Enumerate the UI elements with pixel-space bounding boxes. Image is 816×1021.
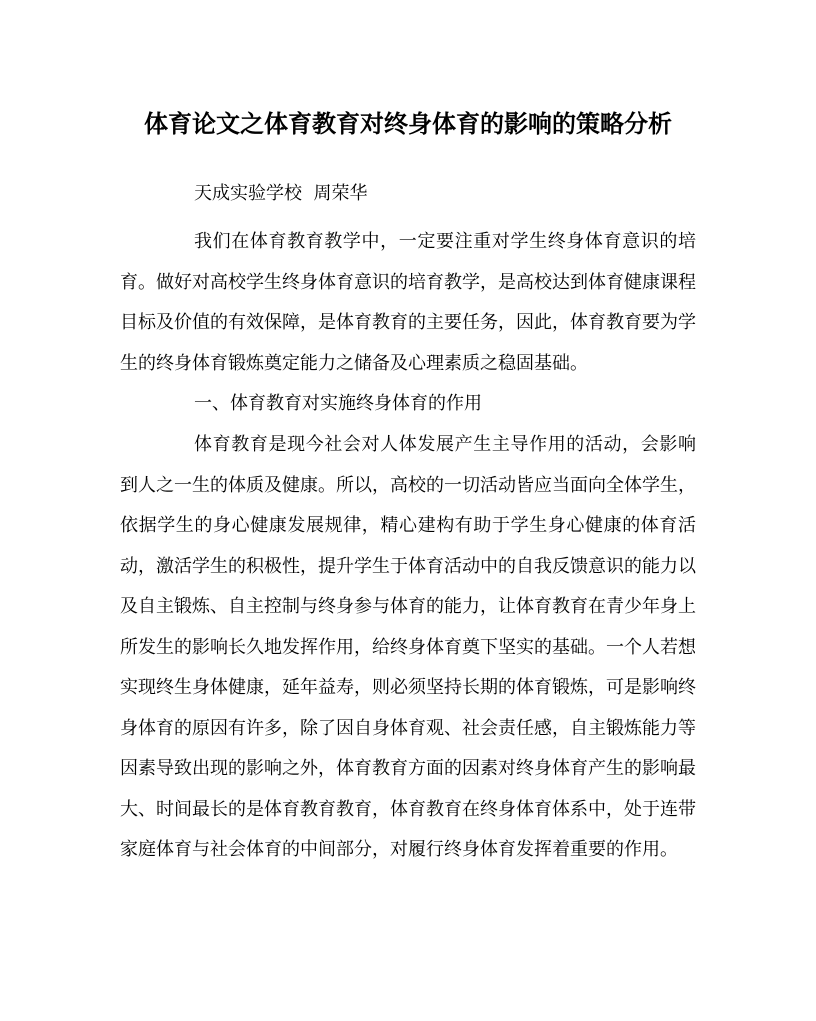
paragraph-intro: 我们在体育教育教学中，一定要注重对学生终身体育意识的培育。做好对高校学生终身体育意识的培育教学，是高校达到体育健康课程目标及价值的有效保障，是体育教育的主要任务，因此，体育教育要为学生的终身体育锻炼奠定能力之储备及心理素质之稳固基础。: [120, 231, 696, 374]
author-byline: 天成实验学校 周荣华: [194, 183, 368, 204]
section-heading: 一、体育教育对实施终身体育的作用: [194, 393, 482, 414]
document-title: 体育论文之体育教育对终身体育的影响的策略分析: [144, 109, 672, 138]
paragraph-section-1: 体育教育是现今社会对人体发展产生主导作用的活动，会影响到人之一生的体质及健康。所以，高校的一切活动皆应当面向全体学生，依据学生的身心健康发展规律，精心建构有助于学生身心健康的体育活动，激活学生的积极性，提升学生于体育活动中的自我反馈意识的能力以及自主锻炼、自主控制与终身参与体育的能力，让体育教育在青少年身上所发生的影响长久地发挥作用，给终身体育奠下坚实的基础。一个人若想实现终生身体健康，延年益寿，则必须坚持长期的体育锻炼，可是影响终身体育的原因有许多，除了因自身体育观、社会责任感，自主锻炼能力等因素导致出现的影响之外，体育教育方面的因素对终身体育产生的影响最大、时间最长的是体育教育教育，体育教育在终身体育体系中，处于连带家庭体育与社会体育的中间部分，对履行终身体育发挥着重要的作用。: [120, 434, 696, 860]
